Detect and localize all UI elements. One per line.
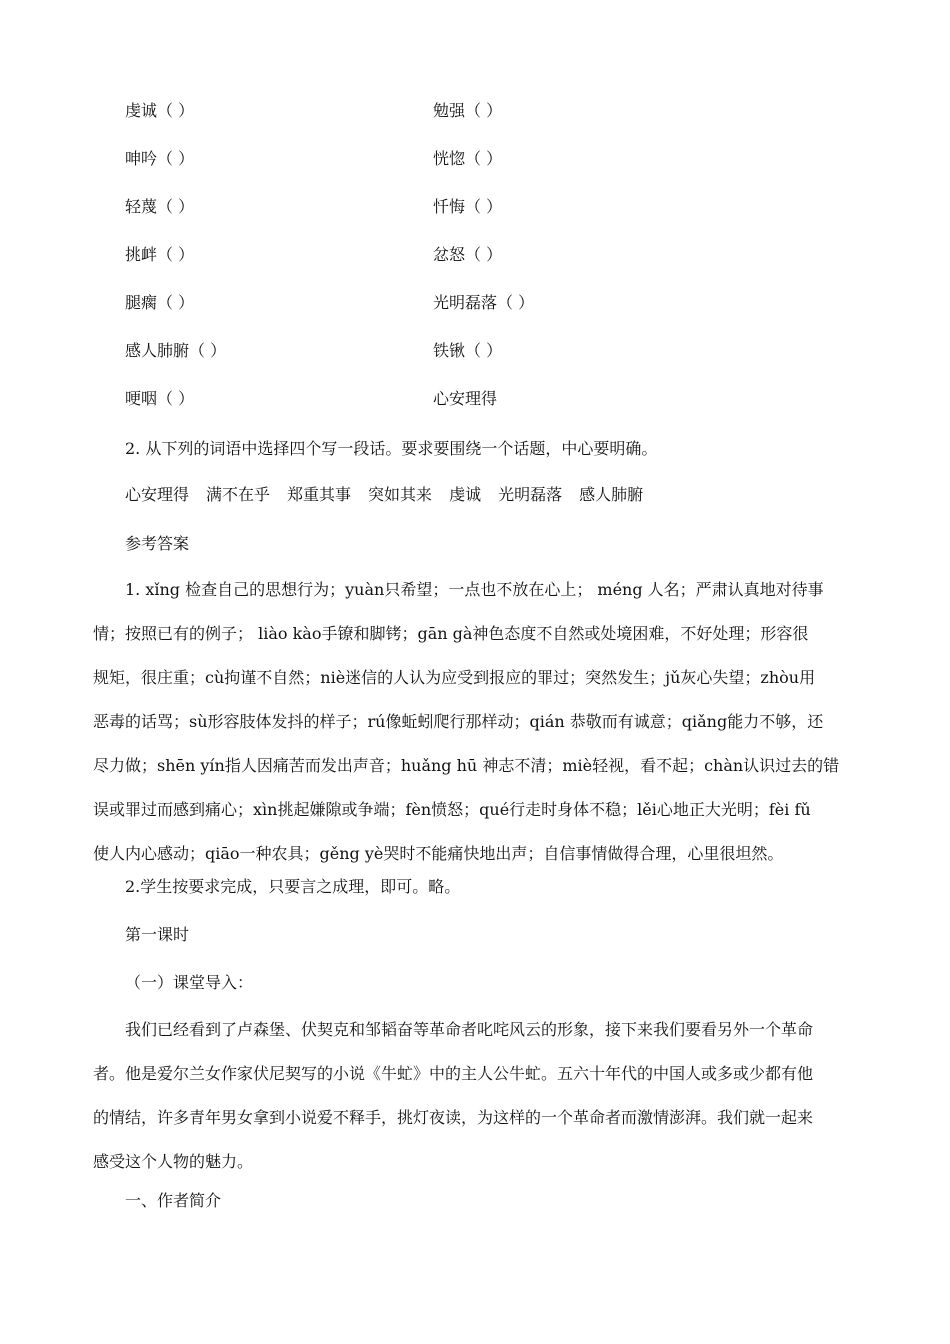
word-item: 郑重其事 (287, 485, 352, 504)
answer-heading: 参考答案 (125, 534, 190, 553)
word-item: 虔诚 (449, 485, 482, 504)
vocab-item: 光明磊落（ ） (433, 293, 535, 312)
vocab-item: 忿怒（ ） (433, 245, 503, 264)
answer-line: 规矩，很庄重；cù拘谨不自然；niè迷信的人认为应受到报应的罪过；突然发生；jǔ灰心失望；zhòu用 (93, 668, 816, 687)
answer-line: 尽力做；shēn yín指人因痛苦而发出声音；huǎng hū 神志不清；miè轻视，看不起；chàn认识过去的错 (93, 756, 840, 775)
answer-line: 情；按照已有的例子； liào kào手镣和脚铐；gān gà神色态度不自然或处境困难，不好处理；形容很 (93, 624, 809, 643)
word-item: 突如其来 (368, 485, 433, 504)
word-item: 感人肺腑 (579, 485, 644, 504)
vocab-item: 虔诚（ ） (125, 101, 195, 120)
answer-line: 误或罪过而感到痛心；xìn挑起嫌隙或争端；fèn愤怒；qué行走时身体不稳；lěi心地正大光明；fèi fǔ (93, 800, 811, 819)
intro-line: 的情结，许多青年男女拿到小说爱不释手，挑灯夜读，为这样的一个革命者而激情澎湃。我们就一起来 (93, 1108, 814, 1127)
intro-line: 感受这个人物的魅力。 (93, 1152, 254, 1171)
vocab-item: 轻蔑（ ） (125, 197, 195, 216)
vocab-row (0, 384, 950, 414)
vocab-row (0, 288, 950, 318)
word-item: 光明磊落 (498, 485, 563, 504)
vocab-row (0, 336, 950, 366)
vocab-row (0, 96, 950, 126)
intro-line: 者。他是爱尔兰女作家伏尼契写的小说《牛虻》中的主人公牛虻。五六十年代的中国人或多或少都有他 (93, 1064, 814, 1083)
answer-1-paragraph (93, 575, 865, 883)
vocab-row (0, 240, 950, 270)
answer-line: 恶毒的话骂；sù形容肢体发抖的样子；rú像蚯蚓爬行那样动；qián 恭敬而有诚意；qiǎng能力不够，还 (93, 712, 824, 731)
vocab-item: 哽咽（ ） (125, 389, 195, 408)
word-item: 心安理得 (125, 485, 190, 504)
word-list (125, 480, 660, 510)
vocab-item: 恍惚（ ） (433, 149, 503, 168)
answer-line: 1. xǐng 检查自己的思想行为；yuàn只希望；一点也不放在心上； méng 人名；严肃认真地对待事 (125, 580, 824, 599)
section-intro-heading: （一）课堂导入： (125, 973, 254, 992)
vocab-item: 腿瘸（ ） (125, 293, 195, 312)
vocab-item: 呻吟（ ） (125, 149, 195, 168)
intro-paragraph (93, 1015, 865, 1191)
vocab-item: 铁锹（ ） (433, 341, 503, 360)
vocab-item: 感人肺腑（ ） (125, 341, 227, 360)
word-item: 满不在乎 (206, 485, 271, 504)
vocab-item: 心安理得 (433, 389, 498, 408)
vocab-item: 忏悔（ ） (433, 197, 503, 216)
vocab-row (0, 144, 950, 174)
lesson-title: 第一课时 (125, 925, 190, 944)
author-heading: 一、作者简介 (125, 1191, 222, 1210)
vocab-item: 挑衅（ ） (125, 245, 195, 264)
question-2: 2. 从下列的词语中选择四个写一段话。要求要围绕一个话题，中心要明确。 (125, 439, 658, 458)
answer-2: 2.学生按要求完成，只要言之成理，即可。略。 (125, 877, 461, 896)
answer-line: 使人内心感动；qiāo一种农具；gěng yè哭时不能痛快地出声；自信事情做得合理，心里很坦然。 (93, 844, 784, 863)
vocab-row (0, 192, 950, 222)
intro-line: 我们已经看到了卢森堡、伏契克和邹韬奋等革命者叱咤风云的形象，接下来我们要看另外一个革命 (125, 1020, 814, 1039)
vocab-item: 勉强（ ） (433, 101, 503, 120)
